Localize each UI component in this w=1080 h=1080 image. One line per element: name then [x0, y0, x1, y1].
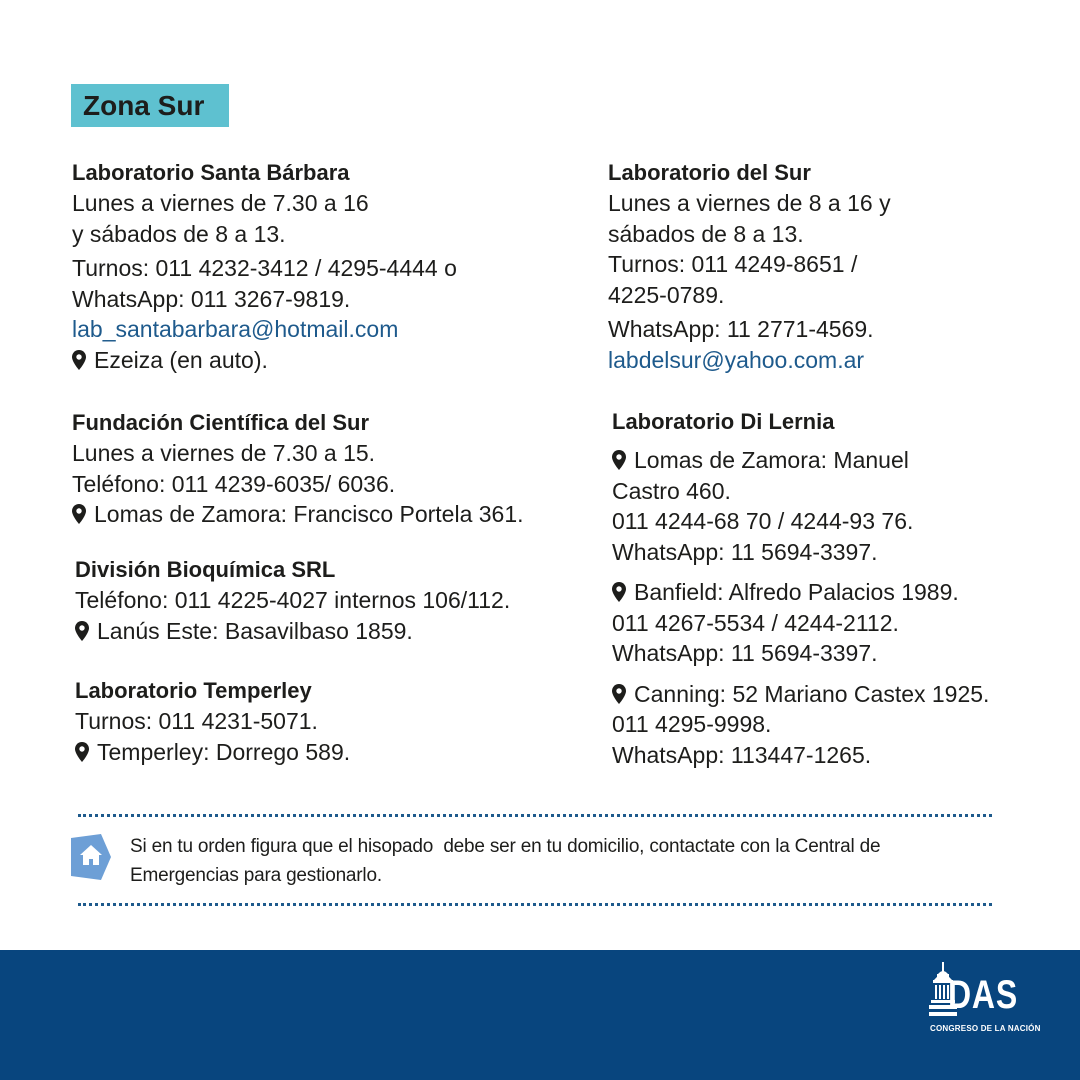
logo-wordmark: DAS [948, 973, 1018, 1017]
lab-phone: Turnos: 011 4249-8651 / [608, 251, 858, 277]
lab-di-lernia [612, 407, 989, 770]
location-pin-icon [612, 450, 626, 470]
notice-line: Emergencias para gestionarlo. [130, 865, 382, 886]
lab-division-bioquimica [75, 555, 510, 646]
lab-fundacion-cientifica [72, 408, 524, 530]
logo-subtitle: CONGRESO DE LA NACIÓN [930, 1024, 1041, 1033]
lab-whatsapp: WhatsApp: 11 5694-3397. [612, 538, 878, 565]
lab-location [75, 616, 510, 647]
lab-name: Fundación Científica del Sur [72, 410, 370, 435]
location-text: Canning: 52 Mariano Castex 1925. [634, 680, 990, 707]
location-pin-icon [612, 582, 626, 602]
lab-hours: Lunes a viernes de 8 a 16 y [608, 190, 891, 216]
lab-phone: Teléfono: 011 4225-4027 internos 106/112. [75, 587, 511, 613]
lab-name: Laboratorio Di Lernia [612, 409, 835, 434]
location-text: Temperley: Dorrego 589. [97, 738, 351, 765]
branch [612, 445, 989, 567]
branch [612, 577, 989, 669]
lab-phone: Turnos: 011 4232-3412 / 4295-4444 o [72, 255, 457, 281]
location-text: Castro 460. [612, 477, 731, 504]
home-icon [71, 834, 111, 880]
lab-location [612, 679, 989, 710]
lab-location [612, 445, 989, 476]
location-text: Banfield: Alfredo Palacios 1989. [634, 579, 959, 605]
location-pin-icon [72, 350, 86, 370]
lab-whatsapp: WhatsApp: 011 3267-9819. [72, 285, 351, 312]
lab-location [612, 577, 989, 608]
lab-whatsapp: WhatsApp: 113447-1265. [612, 741, 872, 768]
location-text: Lanús Este: Basavilbaso 1859. [97, 617, 413, 644]
lab-hours: Lunes a viernes de 7.30 a 16 [72, 190, 369, 216]
location-text: Lomas de Zamora: Francisco Portela 361. [94, 501, 524, 527]
lab-name: Laboratorio Santa Bárbara [72, 160, 350, 185]
lab-email-link[interactable]: lab_santabarbara@hotmail.com [72, 316, 399, 342]
lab-hours: y sábados de 8 a 13. [72, 220, 286, 247]
lab-santa-barbara [72, 158, 457, 375]
lab-hours: Lunes a viernes de 7.30 a 15. [72, 440, 376, 466]
lab-whatsapp: WhatsApp: 11 5694-3397. [612, 640, 878, 666]
location-pin-icon [75, 621, 89, 641]
location-pin-icon [72, 504, 86, 524]
location-pin-icon [75, 742, 89, 762]
lab-email-link[interactable]: labdelsur@yahoo.com.ar [608, 346, 865, 373]
location-text: Lomas de Zamora: Manuel [634, 447, 909, 473]
lab-location [72, 499, 524, 530]
lab-phone: 011 4267-5534 / 4244-2112. [612, 609, 899, 636]
lab-name: Laboratorio Temperley [75, 678, 312, 703]
lab-hours: sábados de 8 a 13. [608, 220, 804, 247]
location-pin-icon [612, 684, 626, 704]
lab-temperley [75, 676, 350, 767]
dotted-divider [78, 903, 992, 906]
notice-line: Si en tu orden figura que el hisopado debe ser en tu domicilio, contactate con la Central de [130, 836, 881, 857]
branch [612, 679, 989, 771]
dotted-divider [78, 814, 992, 817]
lab-phone: 011 4295-9998. [612, 711, 772, 737]
lab-whatsapp: WhatsApp: 11 2771-4569. [608, 316, 874, 342]
lab-phone: Turnos: 011 4231-5071. [75, 708, 318, 734]
footer-bar [0, 950, 1080, 1080]
lab-location [72, 345, 457, 376]
lab-del-sur [608, 158, 891, 375]
lab-phone: Teléfono: 011 4239-6035/ 6036. [72, 470, 396, 497]
notice-message [130, 832, 990, 890]
lab-name: División Bioquímica SRL [75, 557, 336, 582]
lab-location [75, 737, 350, 768]
lab-phone: 011 4244-68 70 / 4244-93 76. [612, 508, 914, 534]
location-text: Ezeiza (en auto). [94, 346, 268, 373]
lab-name: Laboratorio del Sur [608, 160, 811, 185]
page-title: Zona Sur [71, 84, 229, 127]
lab-phone: 4225-0789. [608, 281, 725, 308]
